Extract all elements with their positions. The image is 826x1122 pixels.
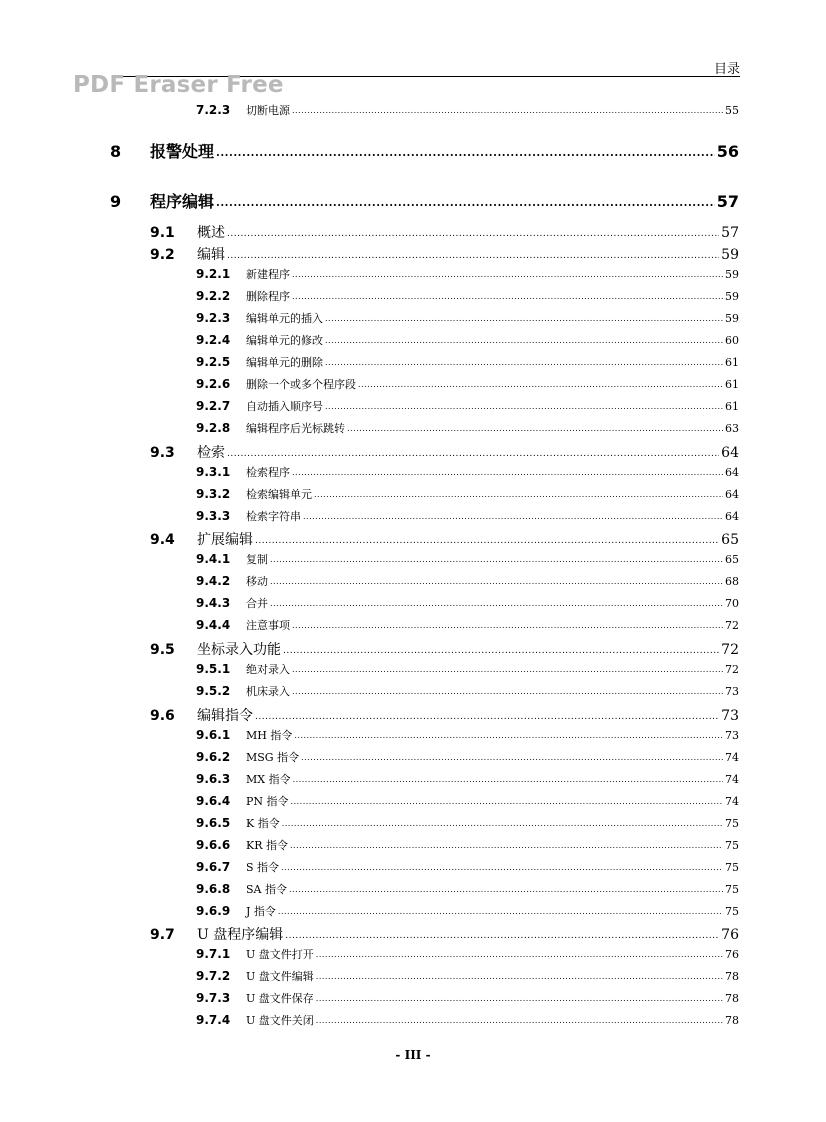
toc-entry-number: 9.4.3	[196, 596, 231, 610]
toc-entry-page: 55	[725, 104, 739, 117]
toc-entry-number: 9.6.8	[196, 882, 231, 896]
toc-entry-number: 9.1	[150, 225, 175, 241]
toc-entry-page: 56	[716, 142, 739, 161]
toc-entry-title: U 盘程序编辑	[197, 927, 284, 943]
toc-entry[interactable]	[196, 573, 739, 589]
toc-entry-page: 68	[725, 575, 739, 588]
toc-entry[interactable]	[110, 139, 739, 159]
toc-leader-dots	[289, 885, 723, 894]
toc-entry-title: MSG 指令	[246, 751, 300, 764]
toc-leader-dots	[358, 380, 723, 389]
toc-leader-dots	[227, 449, 719, 459]
toc-entry-title: 编辑指令	[197, 708, 253, 724]
toc-entry-title: 编辑程序后光标跳转	[246, 422, 345, 435]
toc-entry-page: 72	[725, 619, 739, 632]
toc-entry-title: 复制	[246, 553, 268, 566]
toc-entry-page: 76	[725, 948, 739, 961]
toc-entry-title: KR 指令	[246, 839, 288, 852]
toc-entry[interactable]	[196, 727, 739, 743]
toc-entry-number: 9.2	[150, 247, 175, 263]
toc-leader-dots	[285, 931, 719, 941]
toc-entry-title: 编辑	[197, 247, 225, 263]
toc-leader-dots	[291, 797, 723, 806]
toc-entry-number: 9.3	[150, 445, 175, 461]
toc-entry-title: U 盘文件关闭	[246, 1014, 314, 1027]
toc-leader-dots	[278, 907, 723, 916]
toc-leader-dots	[292, 665, 723, 674]
toc-leader-dots	[292, 106, 723, 115]
toc-entry-number: 9.4.1	[196, 552, 231, 566]
toc-entry[interactable]	[196, 793, 739, 809]
toc-entry-page: 61	[725, 400, 739, 413]
toc-leader-dots	[292, 292, 723, 301]
watermark: PDF Eraser Free	[73, 72, 284, 98]
toc-entry-page: 78	[725, 1014, 739, 1027]
toc-entry-title: U 盘文件打开	[246, 948, 314, 961]
toc-entry[interactable]	[196, 881, 739, 897]
toc-leader-dots	[281, 863, 723, 872]
toc-entry-page: 63	[725, 422, 739, 435]
toc-entry-page: 61	[725, 356, 739, 369]
toc-entry-title: 编辑单元的修改	[246, 334, 323, 347]
toc-entry-title: 删除一个或多个程序段	[246, 378, 356, 391]
toc-entry[interactable]	[196, 617, 739, 633]
toc-entry-page: 73	[725, 729, 739, 742]
toc-entry-number: 9.6.9	[196, 904, 231, 918]
toc-entry-title: 删除程序	[246, 290, 290, 303]
toc-entry[interactable]	[196, 815, 739, 831]
toc-entry-number: 7.2.3	[196, 103, 231, 117]
toc-entry[interactable]	[196, 859, 739, 875]
toc-entry[interactable]	[196, 486, 739, 502]
toc-entry[interactable]	[150, 222, 739, 240]
toc-entry-number: 9.6.2	[196, 750, 231, 764]
toc-entry-page: 57	[716, 192, 739, 211]
toc-leader-dots	[290, 841, 723, 850]
toc-entry-number: 9.2.3	[196, 311, 231, 325]
toc-entry-page: 61	[725, 378, 739, 391]
toc-entry-title: 程序编辑	[150, 192, 215, 211]
toc-leader-dots	[283, 646, 719, 656]
toc-entry[interactable]	[196, 771, 739, 787]
toc-entry-title: 新建程序	[246, 268, 290, 281]
toc-entry[interactable]	[150, 442, 739, 460]
toc-entry-page: 74	[725, 795, 739, 808]
toc-entry-title: K 指令	[246, 817, 280, 830]
toc-entry-title: 检索字符串	[246, 510, 301, 523]
toc-entry[interactable]	[196, 683, 739, 699]
toc-entry-number: 9.7.3	[196, 991, 231, 1005]
toc-entry[interactable]	[196, 420, 739, 436]
toc-entry[interactable]	[110, 189, 739, 209]
toc-entry-number: 9.3.3	[196, 509, 231, 523]
toc-entry-number: 9.6.1	[196, 728, 231, 742]
toc-entry[interactable]	[196, 398, 739, 414]
toc-entry-page: 65	[721, 532, 739, 548]
toc-entry-page: 57	[721, 225, 739, 241]
toc-leader-dots	[255, 536, 719, 546]
toc-leader-dots	[314, 490, 723, 499]
toc-entry[interactable]	[196, 508, 739, 524]
toc-leader-dots	[316, 972, 723, 981]
toc-entry[interactable]	[196, 946, 739, 962]
toc-entry-title: 检索编辑单元	[246, 488, 312, 501]
toc-entry-number: 9.2.8	[196, 421, 231, 435]
toc-entry-number: 9.4	[150, 532, 175, 548]
toc-entry[interactable]	[196, 661, 739, 677]
toc-entry-number: 9.7	[150, 927, 175, 943]
toc-leader-dots	[316, 1016, 723, 1025]
toc-entry[interactable]	[196, 595, 739, 611]
toc-entry[interactable]	[196, 332, 739, 348]
toc-leader-dots	[216, 146, 715, 159]
toc-leader-dots	[347, 424, 723, 433]
toc-entry-title: 注意事项	[246, 619, 290, 632]
toc-entry[interactable]	[196, 551, 739, 567]
toc-leader-dots	[303, 512, 723, 521]
toc-entry-page: 78	[725, 970, 739, 983]
toc-entry-title: 自动插入顺序号	[246, 400, 323, 413]
toc-leader-dots	[227, 251, 719, 261]
toc-entry[interactable]	[150, 705, 739, 723]
toc-leader-dots	[316, 994, 723, 1003]
toc-entry-title: 坐标录入功能	[197, 642, 281, 658]
toc-entry[interactable]	[196, 102, 739, 118]
toc-entry-page: 75	[725, 861, 739, 874]
toc-entry[interactable]	[196, 749, 739, 765]
toc-entry[interactable]	[150, 924, 739, 942]
toc-leader-dots	[227, 229, 719, 239]
toc-entry-number: 9.6	[150, 708, 175, 724]
toc-leader-dots	[316, 950, 723, 959]
toc-entry-page: 73	[721, 708, 739, 724]
toc-entry-number: 9.5	[150, 642, 175, 658]
toc-leader-dots	[270, 555, 723, 564]
toc-entry-page: 78	[725, 992, 739, 1005]
toc-entry[interactable]	[150, 639, 739, 657]
toc-entry[interactable]	[196, 376, 739, 392]
toc-entry-number: 9.2.1	[196, 267, 231, 281]
toc-entry[interactable]	[150, 244, 739, 262]
header-title: 目录	[713, 62, 740, 77]
toc-entry-page: 74	[725, 751, 739, 764]
toc-entry-number: 9.7.1	[196, 947, 231, 961]
toc-entry-title: 移动	[246, 575, 268, 588]
toc-entry-title: S 指令	[246, 861, 280, 874]
toc-entry-title: PN 指令	[246, 795, 289, 808]
toc-entry-title: 检索	[197, 445, 225, 461]
toc-entry-title: 概述	[197, 225, 225, 241]
toc-leader-dots	[301, 753, 723, 762]
toc-entry-title: 切断电源	[246, 104, 290, 117]
toc-entry[interactable]	[196, 354, 739, 370]
toc-entry-number: 9.2.2	[196, 289, 231, 303]
toc-entry-title: MX 指令	[246, 773, 291, 786]
toc-entry-number: 8	[110, 142, 122, 161]
toc-entry-number: 9.6.5	[196, 816, 231, 830]
toc-entry-page: 64	[725, 488, 739, 501]
toc-leader-dots	[294, 731, 723, 740]
toc-leader-dots	[282, 819, 723, 828]
toc-entry-page: 75	[725, 905, 739, 918]
toc-entry-number: 9.2.4	[196, 333, 231, 347]
toc-entry-page: 65	[725, 553, 739, 566]
toc-leader-dots	[255, 712, 719, 722]
toc-leader-dots	[292, 687, 723, 696]
toc-entry-page: 59	[725, 312, 739, 325]
toc-leader-dots	[325, 402, 723, 411]
toc-entry-page: 60	[725, 334, 739, 347]
toc-entry-page: 64	[725, 510, 739, 523]
toc-entry-page: 59	[721, 247, 739, 263]
toc-entry-title: J 指令	[246, 905, 276, 918]
toc-leader-dots	[270, 577, 723, 586]
toc-entry-title: 编辑单元的删除	[246, 356, 323, 369]
toc-entry-page: 59	[725, 290, 739, 303]
toc-entry[interactable]	[196, 837, 739, 853]
toc-entry-number: 9.3.1	[196, 465, 231, 479]
toc-entry-title: U 盘文件编辑	[246, 970, 314, 983]
toc-leader-dots	[293, 775, 723, 784]
toc-entry-page: 72	[725, 663, 739, 676]
page-number-footer: - III -	[395, 1048, 431, 1062]
toc-entry-title: 合并	[246, 597, 268, 610]
toc-leader-dots	[325, 358, 723, 367]
toc-leader-dots	[270, 599, 723, 608]
toc-entry[interactable]	[196, 288, 739, 304]
toc-entry-page: 75	[725, 839, 739, 852]
toc-entry-number: 9.2.7	[196, 399, 231, 413]
toc-entry-page: 72	[721, 642, 739, 658]
toc-leader-dots	[325, 336, 723, 345]
toc-entry-number: 9.5.2	[196, 684, 231, 698]
toc-leader-dots	[292, 270, 723, 279]
toc-entry-page: 75	[725, 883, 739, 896]
toc-entry[interactable]	[150, 529, 739, 547]
toc-entry[interactable]	[196, 1012, 739, 1028]
toc-entry-number: 9.7.4	[196, 1013, 231, 1027]
toc-entry-number: 9	[110, 192, 122, 211]
toc-entry-page: 59	[725, 268, 739, 281]
toc-entry-title: 检索程序	[246, 466, 290, 479]
toc-entry-title: MH 指令	[246, 729, 293, 742]
toc-entry-title: SA 指令	[246, 883, 287, 896]
toc-entry-page: 75	[725, 817, 739, 830]
toc-entry-page: 73	[725, 685, 739, 698]
toc-entry-number: 9.2.5	[196, 355, 231, 369]
toc-entry[interactable]	[196, 266, 739, 282]
toc-entry-page: 76	[721, 927, 739, 943]
toc-entry-page: 64	[721, 445, 739, 461]
toc-leader-dots	[325, 314, 723, 323]
toc-entry[interactable]	[196, 464, 739, 480]
toc-entry-title: 编辑单元的插入	[246, 312, 323, 325]
toc-entry-number: 9.6.6	[196, 838, 231, 852]
toc-entry-title: 报警处理	[150, 142, 215, 161]
toc-entry-number: 9.7.2	[196, 969, 231, 983]
toc-entry-number: 9.3.2	[196, 487, 231, 501]
toc-entry-number: 9.6.4	[196, 794, 231, 808]
toc-entry-number: 9.6.3	[196, 772, 231, 786]
toc-entry-number: 9.4.2	[196, 574, 231, 588]
toc-entry[interactable]	[196, 310, 739, 326]
toc-entry[interactable]	[196, 968, 739, 984]
toc-entry-number: 9.5.1	[196, 662, 231, 676]
toc-entry-page: 70	[725, 597, 739, 610]
toc-entry-number: 9.2.6	[196, 377, 231, 391]
toc-leader-dots	[216, 196, 715, 209]
toc-entry-title: 绝对录入	[246, 663, 290, 676]
toc-entry-title: 扩展编辑	[197, 532, 253, 548]
toc-entry-page: 74	[725, 773, 739, 786]
toc-entry[interactable]	[196, 990, 739, 1006]
toc-entry-number: 9.6.7	[196, 860, 231, 874]
toc-entry-title: 机床录入	[246, 685, 290, 698]
toc-entry-title: U 盘文件保存	[246, 992, 314, 1005]
toc-leader-dots	[292, 621, 723, 630]
toc-entry[interactable]	[196, 903, 739, 919]
toc-leader-dots	[292, 468, 723, 477]
toc-entry-page: 64	[725, 466, 739, 479]
toc-entry-number: 9.4.4	[196, 618, 231, 632]
